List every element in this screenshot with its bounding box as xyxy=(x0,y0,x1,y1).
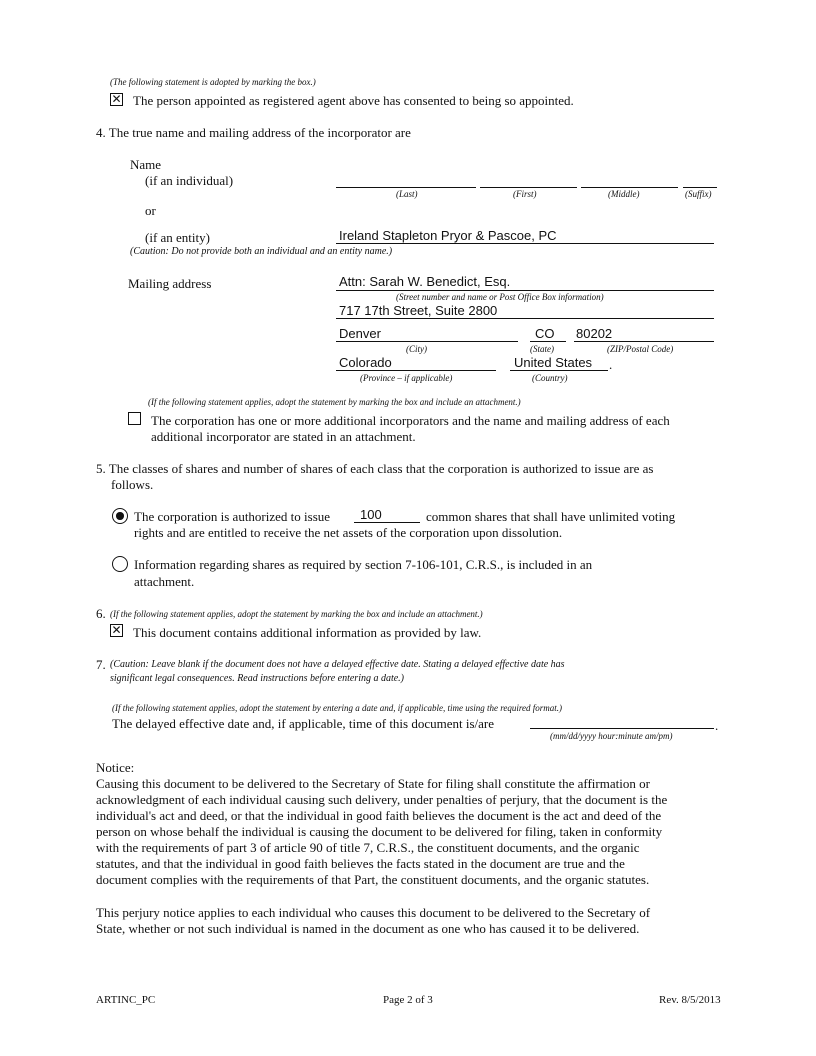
entity-name-field[interactable] xyxy=(336,243,714,244)
agent-consent-checkbox[interactable] xyxy=(110,93,123,106)
street-field[interactable] xyxy=(336,290,714,291)
shares-count-field[interactable] xyxy=(354,522,420,523)
state-field[interactable] xyxy=(530,341,566,342)
middle-label: (Middle) xyxy=(608,189,640,199)
state-label: (State) xyxy=(530,344,554,354)
or-label: or xyxy=(145,203,156,218)
notice-title: Notice: xyxy=(96,760,135,775)
zip-label: (ZIP/Postal Code) xyxy=(607,344,674,354)
delayed-date-field[interactable] xyxy=(530,728,714,729)
province-label: (Province – if applicable) xyxy=(360,373,453,383)
section-4-heading: 4. The true name and mailing address of the incorporator are xyxy=(96,125,411,140)
shares-count-value[interactable]: 100 xyxy=(360,507,382,522)
check-x-icon: ✕ xyxy=(111,623,122,637)
suffix-label: (Suffix) xyxy=(685,189,712,199)
entity-name-value[interactable]: Ireland Stapleton Pryor & Pascoe, PC xyxy=(339,228,557,243)
additional-incorporators-text-2: additional incorporator are stated in an attachment. xyxy=(151,429,416,444)
notice-line: document complies with the requirements of that Part, the constituent documents, and the organic statutes. xyxy=(96,872,650,887)
footer-form-id: ARTINC_PC xyxy=(96,994,156,1006)
street-label: (Street number and name or Post Office Box information) xyxy=(396,292,604,302)
caution-note: (Caution: Do not provide both an individual and an entity name.) xyxy=(130,246,393,257)
if-individual-label: (if an individual) xyxy=(145,173,234,188)
delayed-date-period: . xyxy=(715,718,719,733)
city-field[interactable] xyxy=(336,341,518,342)
street2-field[interactable] xyxy=(336,318,714,319)
additional-info-checkbox[interactable] xyxy=(110,624,123,637)
section-7-number: 7. xyxy=(96,657,106,672)
section-7-caution-1: (Caution: Leave blank if the document does not have a delayed effective date. Stating a delayed effective date has xyxy=(110,659,565,670)
shares-option1-pre: The corporation is authorized to issue xyxy=(134,509,331,524)
shares-option1-line2: rights and are entitled to receive the net assets of the corporation upon dissolution. xyxy=(134,525,563,540)
notice-line: acknowledgment of each individual causing such delivery, under penalties of perjury, that the document is the xyxy=(96,792,668,807)
middle-name-field[interactable] xyxy=(581,187,678,188)
province-value[interactable]: Colorado xyxy=(339,355,392,370)
last-label: (Last) xyxy=(396,189,418,199)
if-entity-label: (if an entity) xyxy=(145,230,210,245)
notice-line: individual's act and deed, or that the individual in good faith believes the document is the act and deed of the xyxy=(96,808,662,823)
perjury-notice xyxy=(96,905,720,937)
country-field[interactable] xyxy=(510,370,608,371)
section-5-heading-1: 5. The classes of shares and number of shares of each class that the corporation is authorized to issue are as xyxy=(96,461,654,476)
shares-option1-post: common shares that shall have unlimited voting xyxy=(426,509,676,524)
shares-option-common-radio[interactable] xyxy=(112,508,128,524)
first-label: (First) xyxy=(513,189,537,199)
last-name-field[interactable] xyxy=(336,187,476,188)
section-6-number: 6. xyxy=(96,606,106,621)
city-value[interactable]: Denver xyxy=(339,326,381,341)
check-x-icon: ✕ xyxy=(111,92,122,106)
section-6-instruction: (If the following statement applies, adopt the statement by marking the box and include an attachment.) xyxy=(110,609,483,619)
zip-field[interactable] xyxy=(574,341,714,342)
shares-option2-line2: attachment. xyxy=(134,574,195,589)
footer-page-number: Page 2 of 3 xyxy=(383,994,433,1006)
section-5-heading-2: follows. xyxy=(111,477,154,492)
first-name-field[interactable] xyxy=(480,187,577,188)
notice-line: statutes, and that the individual in good faith believes the facts stated in the document are true and the xyxy=(96,856,625,871)
agent-consent-text: The person appointed as registered agent above has consented to being so appointed. xyxy=(133,93,574,108)
additional-info-text: This document contains additional information as provided by law. xyxy=(133,625,482,640)
delayed-date-text: The delayed effective date and, if applicable, time of this document is/are xyxy=(112,716,495,731)
zip-value[interactable]: 80202 xyxy=(576,326,613,341)
footer-revision: Rev. 8/5/2013 xyxy=(659,994,721,1006)
section-7-caution-2: significant legal consequences. Read instructions before entering a date.) xyxy=(110,673,405,684)
name-label: Name xyxy=(130,157,162,172)
perjury-line: State, whether or not such individual is named in the document as one who has caused it to be delivered. xyxy=(96,921,640,936)
section-7-instruction: (If the following statement applies, adopt the statement by entering a date and, if applicable, time using the required format.) xyxy=(112,703,563,713)
additional-incorporators-text-1: The corporation has one or more additional incorporators and the name and mailing address of each xyxy=(151,413,670,428)
additional-incorporators-checkbox[interactable] xyxy=(128,412,141,425)
notice-line: Causing this document to be delivered to the Secretary of State for filing shall constitute the affirmation or xyxy=(96,776,650,791)
perjury-line: This perjury notice applies to each individual who causes this document to be delivered to the Secretary of xyxy=(96,905,651,920)
additional-incorporators-instruction: (If the following statement applies, adopt the statement by marking the box and include an attachment.) xyxy=(148,397,521,407)
delayed-date-format-label: (mm/dd/yyyy hour:minute am/pm) xyxy=(550,731,673,741)
notice-line: person on whose behalf the individual is causing the document to be delivered for filing, taken in conformity xyxy=(96,824,663,839)
country-value[interactable]: United States xyxy=(514,355,593,370)
shares-option2-line1: Information regarding shares as required by section 7-106-101, C.R.S., is included in an xyxy=(134,557,593,572)
state-value[interactable]: CO xyxy=(535,326,555,341)
notice-body xyxy=(96,776,720,888)
notice-line: with the requirements of part 3 of article 90 of title 7, C.R.S., the constituent documents, and the organic xyxy=(96,840,640,855)
street-value[interactable]: Attn: Sarah W. Benedict, Esq. xyxy=(339,274,511,289)
street2-value[interactable]: 717 17th Street, Suite 2800 xyxy=(339,303,498,318)
shares-option-attachment-radio[interactable] xyxy=(112,556,128,572)
province-field[interactable] xyxy=(336,370,496,371)
mailing-address-label: Mailing address xyxy=(128,276,212,291)
city-label: (City) xyxy=(406,344,427,354)
suffix-field[interactable] xyxy=(683,187,717,188)
country-label: (Country) xyxy=(532,373,568,383)
agent-consent-instruction: (The following statement is adopted by marking the box.) xyxy=(110,77,316,87)
country-period: . xyxy=(609,357,613,372)
